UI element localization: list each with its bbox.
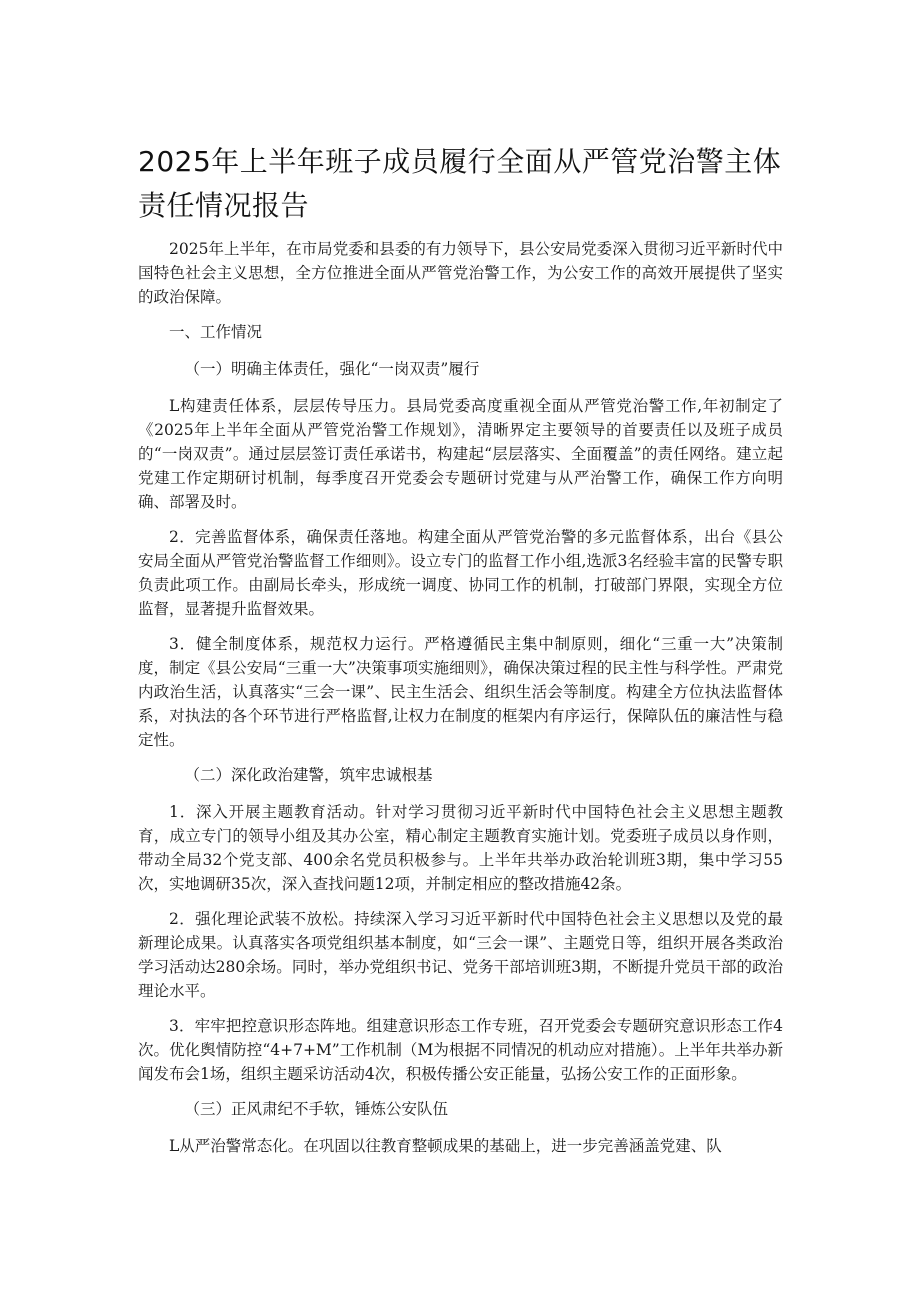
paragraph-theme-education: 1．深入开展主题教育活动。针对学习贯彻习近平新时代中国特色社会主义思想主题教育，成立专门的领导小组及其办公室，精心制定主题教育实施计划。党委班子成员以身作则，带动全局32个党支部、400余名党员积极参与。上半年共举办政治轮训班3期，集中学习55次，实地调研35次，深入查找问题12项，并制定相应的整改措施42条。	[138, 803, 783, 893]
paragraph-theory-study: 2．强化理论武装不放松。持续深入学习习近平新时代中国特色社会主义思想以及党的最新理论成果。认真落实各项党组织基本制度，如“三会一课”、主题党日等，组织开展各类政治学习活动达280余场。同时，举办党组织书记、党务干部培训班3期，不断提升党员干部的政治理论水平。	[138, 910, 783, 1000]
subsection-heading-3: （三）正风肃纪不手软，锤炼公安队伍	[184, 1100, 449, 1118]
subsection-heading-1: （一）明确主体责任，强化“一岗双责”履行	[184, 360, 480, 378]
paragraph-responsibility-system: L构建责任体系，层层传导压力。县局党委高度重视全面从严管党治警工作,年初制定了《2025年上半年全面从严管党治警工作规划》，清晰界定主要领导的首要责任以及班子成员的“一岗双责”。通过层层签订责任承诺书，构建起“层层落实、全面覆盖”的责任网络。建立起党建工作定期研讨机制，每季度召开党委会专题研讨党建与从严治警工作，确保工作方向明确、部署及时。	[138, 397, 783, 511]
intro-paragraph: 2025年上半年，在市局党委和县委的有力领导下，县公安局党委深入贯彻习近平新时代中国特色社会主义思想，全方位推进全面从严管党治警工作，为公安工作的高效开展提供了坚实的政治保障。	[138, 240, 783, 306]
paragraph-supervision-system: 2．完善监督体系，确保责任落地。构建全面从严管党治警的多元监督体系，出台《县公安局全面从严管党治警监督工作细则》。设立专门的监督工作小组,选派3名经验丰富的民警专职负责此项工作。由副局长牵头，形成统一调度、协同工作的机制，打破部门界限，实现全方位监督，显著提升监督效果。	[138, 528, 783, 618]
section-heading-work-status: 一、工作情况	[169, 323, 263, 341]
document-title: 2025年上半年班子成员履行全面从严管党治警主体责任情况报告	[138, 145, 782, 222]
subsection-heading-2: （二）深化政治建警，筑牢忠诚根基	[184, 766, 433, 784]
paragraph-ideology: 3．牢牢把控意识形态阵地。组建意识形态工作专班，召开党委会专题研究意识形态工作4次。优化舆情防控“4+7+M”工作机制（M为根据不同情况的机动应对措施）。上半年共举办新闻发布会1场，组织主题采访活动4次，积极传播公安正能量，弘扬公安工作的正面形象。	[138, 1017, 783, 1083]
paragraph-strict-governance: L从严治警常态化。在巩固以往教育整顿成果的基础上，进一步完善涵盖党建、队	[169, 1137, 722, 1155]
paragraph-institution-system: 3．健全制度体系，规范权力运行。严格遵循民主集中制原则，细化“三重一大”决策制度，制定《县公安局“三重一大”决策事项实施细则》，确保决策过程的民主性与科学性。严肃党内政治生活，认真落实“三会一课”、民主生活会、组织生活会等制度。构建全方位执法监督体系，对执法的各个环节进行严格监督,让权力在制度的框架内有序运行，保障队伍的廉洁性与稳定性。	[138, 635, 783, 749]
document-body	[138, 237, 783, 1169]
